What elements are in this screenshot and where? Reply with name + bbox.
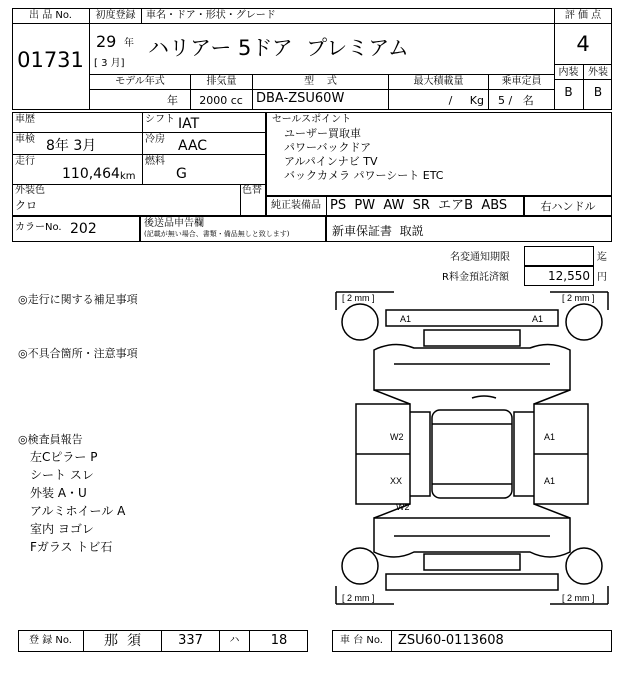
capacity-label: 乗車定員 [488, 74, 554, 110]
lot-no: 01731 [12, 48, 90, 72]
sales-point: パワーバックドア [284, 141, 372, 154]
ac-value: AAC [178, 138, 208, 154]
recycle-unit: 円 [597, 272, 607, 283]
model-value: DBA-ZSU60W [256, 91, 345, 106]
ext-color-label: 外装色 [15, 185, 45, 196]
supplement-label: ◎走行に関する補足事項 [18, 293, 138, 306]
equipment-divider [326, 196, 327, 216]
recycle-label: R料金預託済額 [442, 272, 509, 283]
left-info-frame [12, 112, 266, 216]
lot-divider [12, 24, 90, 110]
shift-value: IAT [178, 116, 200, 132]
inspection-value: 8年 3月 [46, 138, 97, 154]
damage-mark: W2 [390, 432, 404, 442]
damage-mark: A1 [544, 476, 556, 486]
inspector-label: ◎検査員報告 [18, 433, 83, 446]
load-value: / Kg [448, 94, 484, 107]
displacement-value: 2000 cc [199, 94, 243, 107]
recycle-value: 12,550 [548, 269, 590, 283]
equipment-value: PS PW AW SR エアB ABS [330, 198, 508, 213]
name-change-suffix: 迄 [597, 252, 607, 263]
corner-label-tl: [ 2 mm ] [342, 293, 375, 303]
model-year-value: 年 [167, 94, 178, 107]
lot-no-label: 出 品 No. [12, 8, 90, 24]
interior-label: 内装 [554, 64, 583, 80]
model-year-label: モデル年式 [115, 76, 165, 87]
shift-label: シフト [145, 114, 175, 125]
model-label: 型 式 [252, 74, 388, 110]
car-damage-diagram [334, 290, 610, 606]
color-no-value: 202 [70, 221, 97, 237]
row-divider [12, 154, 266, 155]
corner-label-tr: [ 2 mm ] [562, 293, 595, 303]
inspector-item: 外装 A・U [30, 486, 87, 500]
fuel-label: 燃料 [145, 156, 165, 167]
color-change-label: 色替 [242, 185, 262, 196]
sales-label: セールスポイント [272, 114, 352, 125]
first-reg-label: 初度登録 [90, 8, 142, 24]
inspector-item: シート スレ [30, 468, 94, 482]
chassis-value: ZSU60-0113608 [398, 633, 504, 648]
year-unit: 年 [124, 38, 134, 49]
first-reg-month: [ 3 月] [94, 58, 125, 69]
inspector-item: アルミホイール A [30, 504, 126, 518]
corner-label-br: [ 2 mm ] [562, 593, 595, 603]
first-reg-year: 29 [96, 32, 117, 51]
color-no-label: カラーNo. [15, 222, 62, 233]
corner-label-bl: [ 2 mm ] [342, 593, 375, 603]
damage-mark: W2 [396, 502, 410, 512]
post-label: 後送品申告欄 [144, 218, 204, 229]
displacement-label: 排気量 [190, 74, 252, 110]
reg-num: 18 [270, 633, 288, 648]
mileage-unit: km [120, 171, 136, 182]
mileage-label: 走行 [15, 156, 35, 167]
name-change-label: 名変通知期限 [450, 252, 510, 263]
ac-label: 冷房 [145, 134, 165, 145]
post-note: (記載が無い場合、書類・備品無しと致します) [144, 230, 290, 238]
chassis-label: 車 台 No. [332, 630, 392, 652]
warranty-value: 新車保証書 取説 [332, 224, 424, 238]
mileage-value: 110,464 [62, 166, 120, 182]
reg-area: 那 須 [84, 630, 162, 652]
row-divider [12, 184, 266, 185]
inspection-label: 車検 [15, 134, 35, 145]
inspector-item: Fガラス トビ石 [30, 540, 113, 554]
exterior-grade: B [583, 80, 612, 110]
car-name-label: 車名・ドア・形状・グレード [142, 8, 554, 24]
reg-label: 登 録 No. [18, 630, 84, 652]
car-name: ハリアー 5ドア プレミアム [148, 36, 409, 60]
row-divider [12, 132, 266, 133]
damage-mark: A1 [532, 314, 544, 324]
equipment-label: 純正装備品 [271, 200, 321, 211]
sales-point: ユーザー買取車 [284, 127, 361, 140]
inspector-item: 左Cピラー P [30, 450, 98, 464]
shift-col [142, 112, 143, 184]
sales-point: アルパインナビ TV [284, 155, 378, 168]
damage-mark: A1 [544, 432, 556, 442]
name-change-box [524, 246, 594, 266]
capacity-value: 5 / 名 [498, 94, 534, 107]
ext-color-value: クロ [15, 199, 37, 212]
grade-label: 評 価 点 [554, 8, 612, 24]
load-label: 最大積載量 [388, 74, 488, 110]
reg-kana: ハ [220, 630, 250, 652]
fuel-value: G [176, 166, 187, 182]
damage-mark: XX [390, 476, 403, 486]
sales-point: バックカメラ パワーシート ETC [284, 169, 444, 182]
interior-grade: B [564, 85, 573, 99]
damage-mark: A1 [400, 314, 412, 324]
history-label: 車歴 [15, 114, 35, 125]
handle-side: 右ハンドル [524, 196, 612, 216]
inspector-item: 室内 ヨゴレ [30, 522, 94, 536]
defects-label: ◎不具合箇所・注意事項 [18, 347, 138, 360]
reg-class: 337 [162, 630, 220, 652]
grade-value: 4 [576, 32, 590, 56]
exterior-label: 外装 [583, 64, 612, 80]
